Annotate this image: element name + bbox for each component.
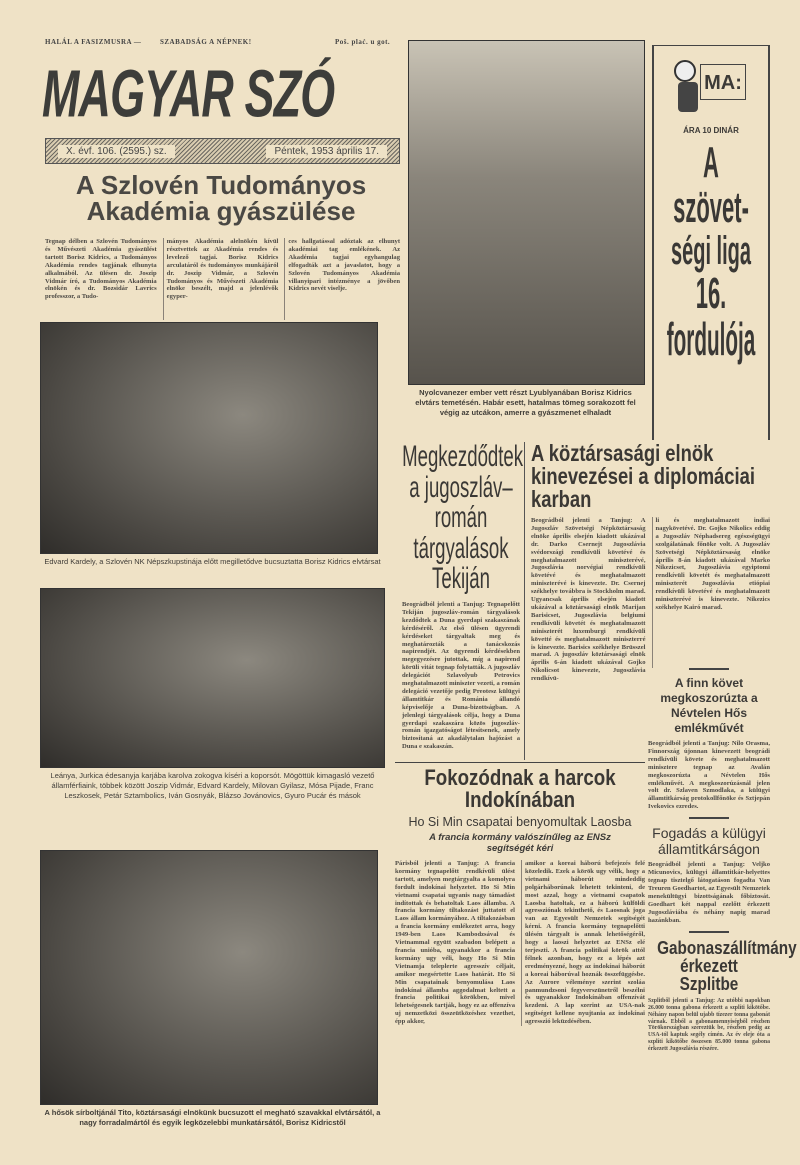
- promo-box: [652, 45, 770, 440]
- issue-number: X. évf. 106. (2595.) sz.: [58, 145, 175, 158]
- funeral-photo-2: [40, 588, 385, 768]
- photo-caption-1: Edvard Kardely, a Szlovén NK Népszkupstinája előtt megilletődve bucsuztatta Borisz Kidrics elvtársat: [44, 557, 381, 566]
- tekija-headline: Megkezdődtek a jugoszláv–román tárgyalások Tekiján: [402, 440, 524, 596]
- diplomats-column: li és meghatalmazott indiai nagykövetévé. Dr. Gojko Nikolics eddig a Jugoszláv Néphadsereg egészségügyi szolgálatának főnöke volt. A Jugoszláv Szövetségi Népköztársaság elnöke április 8-án kiadott ukázával Marko Nikezicset, Jugoszlávia egyiptomi rendkívüli követét és meghatalmazott miniszterét Jugoszlávia etiópiai rendkívüli követévé és meghatalmazott miniszterévé is kinevezte. Nikezics székhelye Kairó marad.: [652, 517, 771, 683]
- diplomats-headline: A köztársasági elnök kinevezései a diplomáciai karban: [531, 440, 755, 512]
- newsboy-cartoon-icon: [672, 54, 750, 116]
- promo-line: szövet-: [673, 182, 749, 232]
- issue-bar: [45, 138, 400, 164]
- lead-column: mányos Akadémia alelnökén kívül résztvettek az Akadémia rendes és levelező tagjai. Borisz Kidrics arculatáról és tudományos munkájáról dr. Joszip Vidmár, a Szlovén Tudományos és Művészeti Akadémia elnöke beszélt, majd a jelenlévők egyper-: [163, 238, 279, 320]
- promo-line: 16.: [695, 268, 727, 318]
- lead-article: [45, 238, 400, 320]
- fogadas-headline: Fogadás a külügyi államtitkárságon: [652, 825, 766, 858]
- indokina-article: [395, 762, 645, 1026]
- indokina-subhead: Ho Si Min csapatai benyomultak Laosba: [408, 815, 632, 829]
- indokina-kicker: A francia kormány valószínűleg az ENSz segítségét kéri: [429, 832, 611, 854]
- slogan-center: SZABADSÁG A NÉPNEK!: [160, 38, 252, 46]
- indokina-column: Párisból jelenti a Tanjug: A francia kormány tegnapelőtt rendkívüli ülést tartott, amelyen megtárgyalta a komolyra fordult indokínai helyzetet. Ho Si Min vietnami csapatai ugyanis nagy támadást indítottak és behatoltak Laos államba. A francia kormány tiltakozást juttatott el Laos állam kormányához. A tiltakozásban a francia kormány emlékeztet arra, hogy 1949-ben Laos Kambodzsával és Vietnammal együtt szabadon belépett a francia unióba, ugyanakkor a francia kormány ugy véli, hogy Ho Si Min Vietnamja teleplerte agresszív céljait, amikor megsértette Laos határát. Ho Si Min csapatainak benyomulása Laos indokínai államba aggodalmat keltett a francia politikai körökben, mivel lehetségesnek tartják, hogy ez az offenzíva uj nemzetközi összeütközéshez vezethet, épp akkor,: [395, 860, 515, 1026]
- funeral-photo-1: [40, 322, 378, 554]
- lead-column: ces hallgatással adóztak az elhunyt akadémiai tag emlékének. Az Akadémia tagjai egyhangulag elfogadták azt a javaslatot, hogy a Szlovén Tudományos Akadémia villanyipari intézménye a jövőben Kidrics nevét viselje.: [284, 238, 400, 320]
- slogan-left: HALÁL A FASIZMUSRA —: [45, 38, 142, 46]
- procession-caption: Nyolcvanezer ember vett részt Lyublyanában Borisz Kidrics elvtárs temetésén. Habár esett, hatalmas tömeg sorakozott fel végig az utcákon, amerre a gyászmenet elhaladt: [415, 388, 636, 417]
- diplomats-column: Beográdból jelenti a Tanjug: A Jugoszláv Szövetségi Népköztársaság elnöke április elsején kiadott ukázával dr. Darko Csernejt Jugoszlávia svédországi rendkívüli követévé és meghatalmazott miniszterévé, Jugoszlávia norvégiai rendkívüli követévé és meghatalmazott miniszterévé is kinevezte. Dr. Csernej székhelye továbbra is Stockholm marad. Ugyancsak április elsején kiadott ukázával a köztársasági elnök Marijan Barisicset, Jugoszlávia belgiumi rendkívüli követét és meghatalmazott miniszterét luxemburgi rendkívüli követté és meghatalmazott miniszterré is kinevezte. Barisics székhelye Brüsszel marad. A jugoszláv köztársasági elnök április 6-án kiadott ukázával Gojko Nikolicsot kinevezte, Jugoszlávia rendkívü-: [531, 517, 646, 683]
- finn-headline: A finn követ megkoszorúzta a Névtelen Hős emlékművét: [660, 676, 758, 735]
- indokina-headline: Fokozódnak a harcok Indokínában: [424, 765, 616, 812]
- gabona-headline: Gabonaszállítmány érkezett Szplitbe: [657, 937, 797, 995]
- tekija-article: [402, 440, 524, 751]
- cartoon-sign: MA:: [700, 64, 746, 100]
- lead-headline: A Szlovén Tudományos Akadémia gyászülése: [75, 170, 367, 226]
- procession-photo: [408, 40, 645, 385]
- finn-body: Beográdból jelenti a Tanjug: Nilo Orasma, Finnország újonnan kinevezett beográdi rendkívüli követe és meghatalmazott minisztere tegnap az Avalán megkoszorúzta a Névtelen Hős emlékművét. A megkoszorúzásnál jelen volt dr. Szlaven Szmodlaka, a külügyi államtitkárság protokollfőnöke és Sztjepán Ivekovics ezredes.: [648, 740, 770, 811]
- fogadas-body: Beográdból jelenti a Tanjug: Veljko Micunovics, külügyi államtitkár-helyettes tegnap tisztelgő látogatáson fogadta Van Treuren Goedhartot, az Egyesült Nemzetek menekültügyi bizottságának főbiztosát. Goedhart két nappal ezelőtt érkezett Jugoszláviába és néhány napig marad hazánkban.: [648, 861, 770, 924]
- photo-caption-3: A hősök sírboltjánál Tito, köztársasági elnökünk bucsuzott el megható szavakkal elvtársától, a nagy forradalmártól és egyik legközelebbi munkatársától, Borisz Kidricstől: [44, 1108, 381, 1127]
- lead-column: Tegnap délben a Szlovén Tudományos és Művészeti Akadémia gyászülést tartott Borisz Kidrics, a Tudományos Akadémia rendes tagjának elhunyta alkalmából. Az ülésen dr. Joszip Vidmár író, a Tudományos Akadémia elnökén és dr. Bozsidár Lavrics professzor, a Tudo-: [45, 238, 157, 301]
- photo-caption-2: Leánya, Jurkica édesanyja karjába karolva zokogva kíséri a koporsót. Mögöttük kimagasló vezető államférfiaink, többek között Joszip Vidmár, Edvard Kardely, Milovan Gyilasz, Mósa Pijade, Franc Leszkosek, Petár Sztambolics, Iván Gosnyák, Blázso Jovánovics, Gyuro Pucár és mások: [50, 771, 375, 800]
- price: ÁRA 10 DINÁR: [683, 126, 739, 135]
- promo-line: A: [703, 138, 719, 187]
- indokina-column: amikor a koreai háború befejezés felé közeledik. Ezek a körök ugy vélik, hogy a vietnami háborút mindeddig polgárháborúnak lehetett tekinteni, de most azzal, hogy a vietnami csapatok Laosba hatoltak, ez a háború külföldi agressziónak tekinthető, és Laosnak joga van az Egyesült Nemzetek segítségét kérni. A francia kormány tegnapelőtti ülésén tárgyalt is annak lehetőségéről, hogy a laoszi helyzetet az ENSz elé terjeszti. A francia politikai körök attól félnek azonban, hogy ez a lépés azt eredményezné, hogy az indokínai háborút a koreai háborúval hoznák összefüggésbe. Az Aurore véleménye szerint szoláa panmundzsoni fegyverszünetről beszélni és ugyanakkor Indokínában offenzívát kezdeni. A lap szerint az USA-nak segítséget kellene nyujtania az indokínai agresszió leküzdésében.: [521, 860, 645, 1026]
- promo-line: ségi liga: [670, 228, 752, 273]
- postage-note: Poš. plać. u got.: [335, 38, 391, 46]
- finn-article: [648, 668, 797, 1053]
- gabona-body: Szplitből jelenti a Tanjug: Az utóbbi napokban 26.000 tonna gabona érkezett a szplíti kikötőbe. Néhány napon belül ujabb tízezer tonna gabonát várnak. Ebből a gabonamennyiségből részben Törökországban szereztük be, részben pedig az USA-tól kaptuk segély címén. Az év eleje óta a szplíti kikötőbe összesen 85.000 tonna gabona érkezett Jugoszlávia részére.: [648, 997, 770, 1053]
- issue-date: Péntek, 1953 április 17.: [266, 145, 387, 158]
- newspaper-logo: MAGYAR SZÓ: [42, 55, 335, 131]
- promo-line: fordulója: [666, 313, 756, 366]
- funeral-photo-3: [40, 850, 378, 1105]
- tekija-body: Beográdból jelenti a Tanjug: Tegnapelőtt Tekiján jugoszláv-román tárgyalások kezdődtek a Duna gyerdapi szakaszának kérdéséről. Az első ülésen ügyrendi kérdéseket tárgyaltak meg és meghatározták a tanácskozás napirendjét. Az ügyrendi kérdésekben megegyezésre jutottak, míg a napirend körüli vitát tegnap folytatták. A jugoszláv delegációt Szlavolyub Petrovics meghatalmazott miniszter vezeti, a román delegáció vezetője pedig Preotesz külügyi államtitkár és Románia állandó képviselője a Duna-bizottságban. A jelenlegi tárgyalások célja, hogy a Duna gyerdapi szakaszára közös jugoszláv-román igazgatóságot létesítsenek, amely biztosítaná az akadálytalan hajózást a Duna e szakaszán.: [402, 600, 520, 751]
